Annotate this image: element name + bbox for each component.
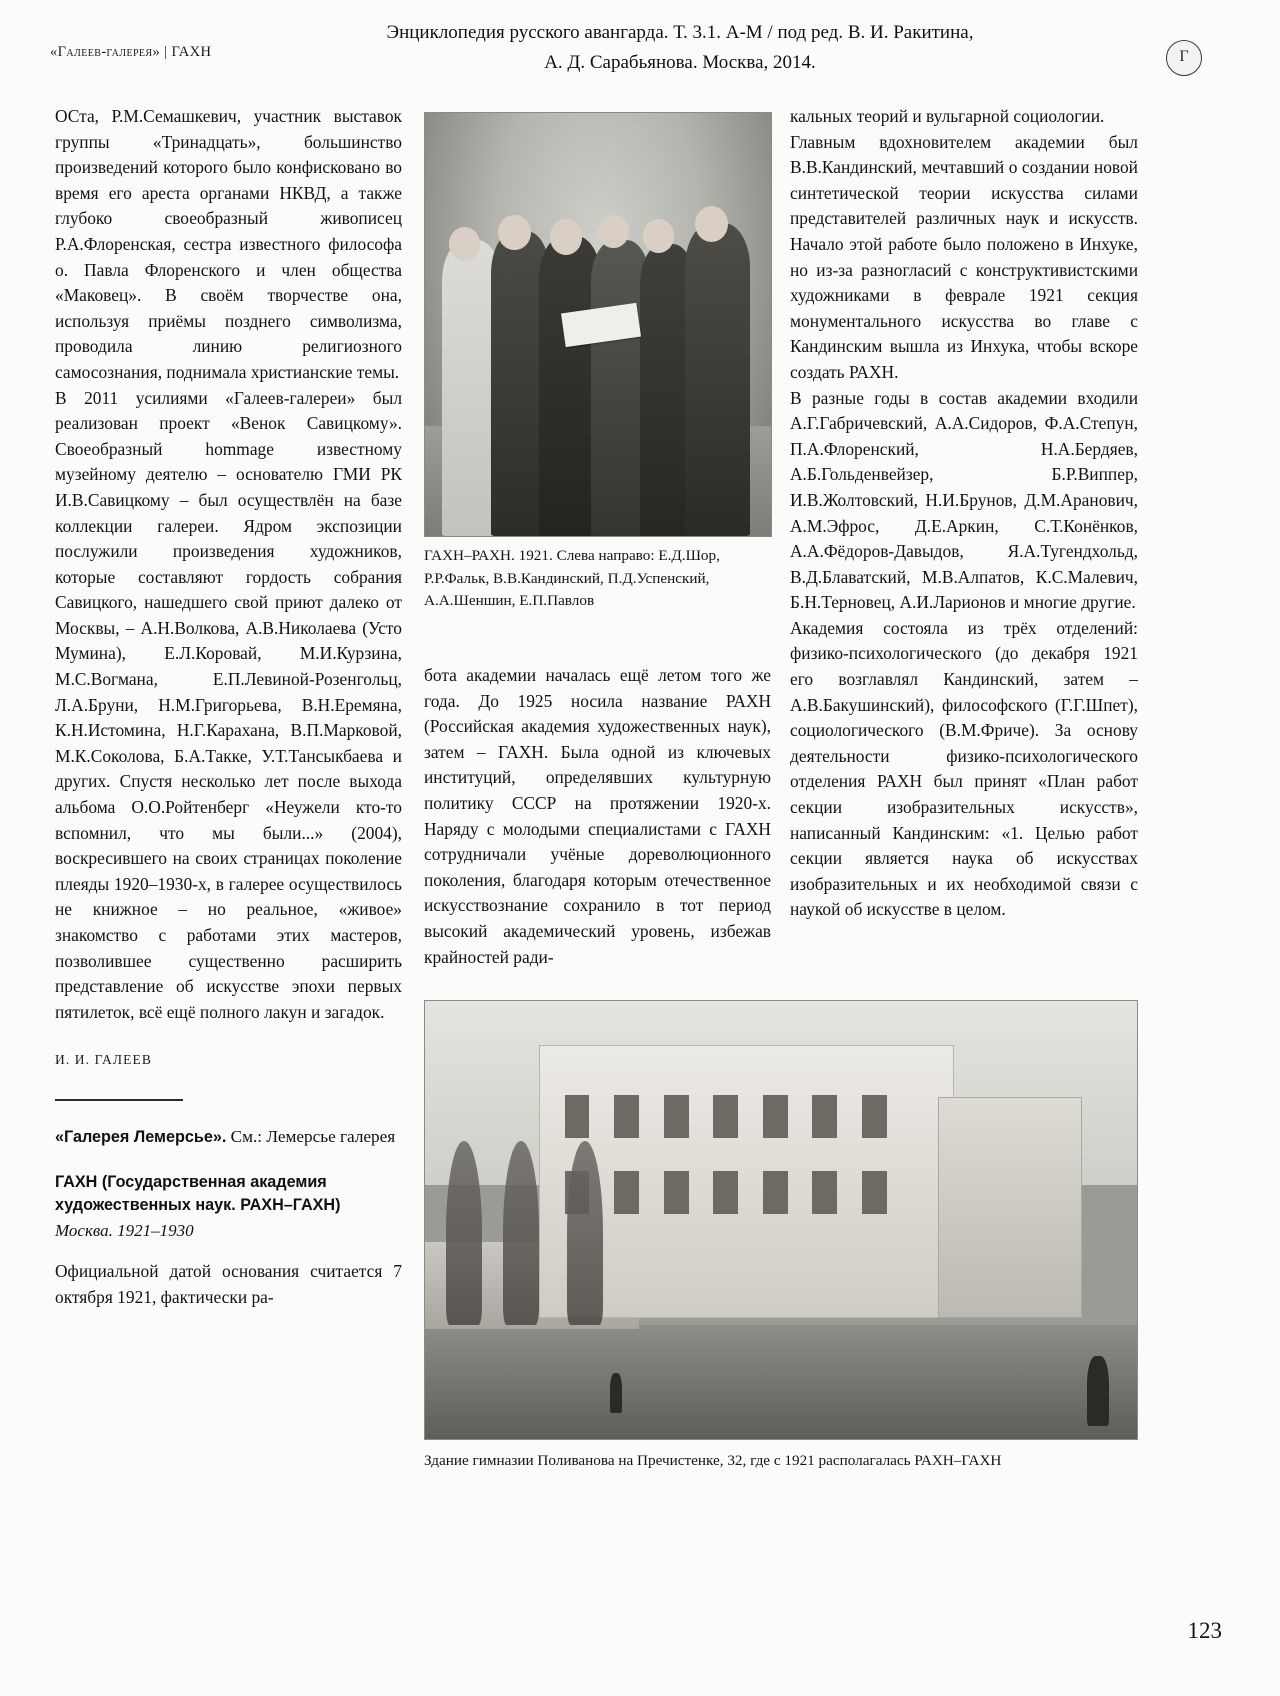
photo-window	[565, 1095, 590, 1138]
header-source-citation	[285, 18, 1075, 78]
photo-window	[614, 1171, 639, 1214]
column1-paragraph-3: Официальной датой основания считается 7 октября 1921, фактически ра-	[55, 1260, 402, 1307]
photo-window	[862, 1095, 887, 1138]
column2-paragraph-1: бота академии началась ещё летом того же года. До 1925 носила название РАХН (Российская академия художественных наук), затем – ГАХН. Была одной из ключевых институций, определявших культурную политику СССР на протяжении 1920-х. Наряду с молодыми специалистами с ГАХН сотрудничали учёные дореволюционного поколения, благодаря которым отечественное искусствознание сохранило в тот период высокий академический уровень, избежав крайностей ради-	[424, 665, 771, 967]
section-letter-badge: Г	[1166, 40, 1202, 76]
photo-window	[664, 1171, 689, 1214]
column3-paragraph-1: кальных теорий и вульгарной социологии.	[790, 106, 1105, 126]
section-divider	[55, 1099, 183, 1101]
column1-paragraph-2: В 2011 усилиями «Галеев-галереи» был реализован проект «Венок Савицкому». Своеобразный hommage известному музейному деятелю – основателю ГМИ РК И.В.Савицкому – был осуществлён на базе коллекции галереи. Ядром экспозиции послужили произведения художников, которые составляют гордость собрания Савицкого, нашедшего свой приют далеко от Москвы, – А.Н.Волкова, А.В.Николаева (Усто Мумина), Е.Л.Коровай, М.И.Курзина, М.С.Вогмана, Е.П.Левиной-Розенгольц, Л.А.Бруни, Н.М.Григорьева, В.Н.Еремяна, К.Н.Истомина, Н.Г.Карахана, В.П.Марковой, М.К.Соколова, Б.А.Такке, У.Т.Тансыкбаева и других. Спустя несколько лет после выхода альбома О.О.Ройтенберг «Неужели кто-то вспомнил, что мы были...» (2004), воскресившего на своих страницах поколение плеяды 1920–1930-х, в галерее осуществилось не книжное – но реальное, «живое» знакомство с работами этих мастеров, позволившее существенно расширить представление об искусстве эпохи первых пятилеток, всё ещё полного лакун и загадок.	[55, 387, 402, 1022]
photo-window	[713, 1171, 738, 1214]
photo-side-building	[938, 1097, 1082, 1318]
photo-tree	[567, 1141, 603, 1325]
photo-head-3	[550, 219, 583, 255]
photo-polivanov-gymnasium	[424, 1000, 1138, 1440]
column3-paragraph-2: Главным вдохновителем академии был В.В.Кандинский, мечтавший о создании новой синтетической теории искусства силами представителей различных наук и искусств. Начало этой работе было положено в Инхуке, но из-за разногласий с конструктивистскими художниками в феврале 1921 секция монументального искусства во главе с Кандинским вышла из Инхука, чтобы вскоре создать РАХН.	[790, 131, 1138, 382]
photo-person-6	[685, 223, 751, 536]
photo-window	[614, 1095, 639, 1138]
photo-pedestrian	[1087, 1356, 1108, 1426]
header-running-title: «Галеев-галерея» | ГАХН	[50, 44, 212, 60]
figure-group-photo	[424, 112, 772, 537]
photo-window	[763, 1171, 788, 1214]
text-column-1	[55, 104, 402, 1310]
photo-pedestrian	[610, 1373, 621, 1412]
text-column-3	[790, 104, 1138, 923]
column1-paragraph-1: ОСта, Р.М.Семашкевич, участник выставок группы «Тринадцать», большинство произведений которого было конфисковано во время его ареста органами НКВД, а также глубоко своеобразный живописец Р.А.Флоренская, сестра известного философа о. Павла Флоренского и член общества «Маковец». В своём творчестве она, используя приёмы позднего символизма, проводила линию религиозного самосознания, поднимала христианские темы.	[55, 106, 402, 382]
photo-window	[713, 1095, 738, 1138]
photo-tree	[446, 1141, 482, 1325]
column3-paragraph-3: В разные годы в состав академии входили А.Г.Габричевский, А.А.Сидоров, Ф.А.Степун, П.А.Флоренский, Н.А.Бердяев, А.Б.Гольденвейзер, Б.Р.Виппер, И.В.Жолтовский, Н.И.Брунов, Д.М.Аранович, А.М.Эфрос, Д.Е.Аркин, С.Т.Конёнков, А.А.Фёдоров-Давыдов, Я.А.Тугендхольд, В.Д.Блаватский, М.В.Алпатов, К.С.Малевич, Б.Н.Терновец, А.И.Ларионов и многие другие.	[790, 387, 1138, 613]
header-citation-line-1: Энциклопедия русского авангарда. Т. 3.1. А-М / под ред. В. И. Ракитина,	[386, 22, 974, 43]
figure-caption-group-photo: ГАХН–РАХН. 1921. Слева направо: Е.Д.Шор, Р.Р.Фальк, В.В.Кандинский, П.Д.Успенский, А.А.Шеншин, Е.П.Павлов	[424, 547, 720, 609]
photo-window	[812, 1095, 837, 1138]
entry-heading-galereya-lemersie	[55, 1125, 402, 1149]
photo-street	[425, 1325, 1137, 1439]
figure-building-photo	[424, 1000, 1138, 1440]
header-citation-line-2: А. Д. Сарабьянова. Москва, 2014.	[544, 52, 816, 73]
photo-window	[763, 1095, 788, 1138]
photo-head-5	[643, 219, 674, 253]
photo-window	[664, 1095, 689, 1138]
photo-tree	[503, 1141, 539, 1325]
column3-paragraph-4: Академия состояла из трёх отделений: физико-психологического (до декабря 1921 его возглавлял Кандинский, затем – А.В.Бакушинский), философского (Г.Г.Шпет), социологического (В.М.Фриче). За основу деятельности физико-психологического отделения РАХН был принят «План работ секции изобразительных искусств», написанный Кандинским: «1. Целью работ секции является наука об искусствах изобразительных и их необходимой связи с наукой об искусстве в целом.	[790, 617, 1138, 920]
entry-term: «Галерея Лемерсье».	[55, 1127, 227, 1146]
photo-window	[862, 1171, 887, 1214]
photo-head-6	[695, 206, 728, 242]
figure-caption-building-photo: Здание гимназии Поливанова на Пречистенке, 32, где с 1921 располагалась РАХН–ГАХН	[424, 1452, 1002, 1469]
photo-head-4	[598, 215, 629, 249]
entry-crossref: См.: Лемерсье галерея	[226, 1126, 396, 1146]
entry-heading-gakhn: ГАХН (Государственная академия художественных наук. РАХН–ГАХН)	[55, 1172, 341, 1214]
author-signature: И. И. ГАЛЕЕВ	[55, 1052, 152, 1068]
text-column-2	[424, 663, 771, 970]
page-header	[50, 18, 1230, 76]
photo-window	[812, 1171, 837, 1214]
entry-place-dates: Москва. 1921–1930	[55, 1220, 194, 1240]
photo-head-2	[498, 215, 531, 251]
page-number: 123	[1187, 1618, 1222, 1643]
photo-group-gakhn-1921	[424, 112, 772, 537]
